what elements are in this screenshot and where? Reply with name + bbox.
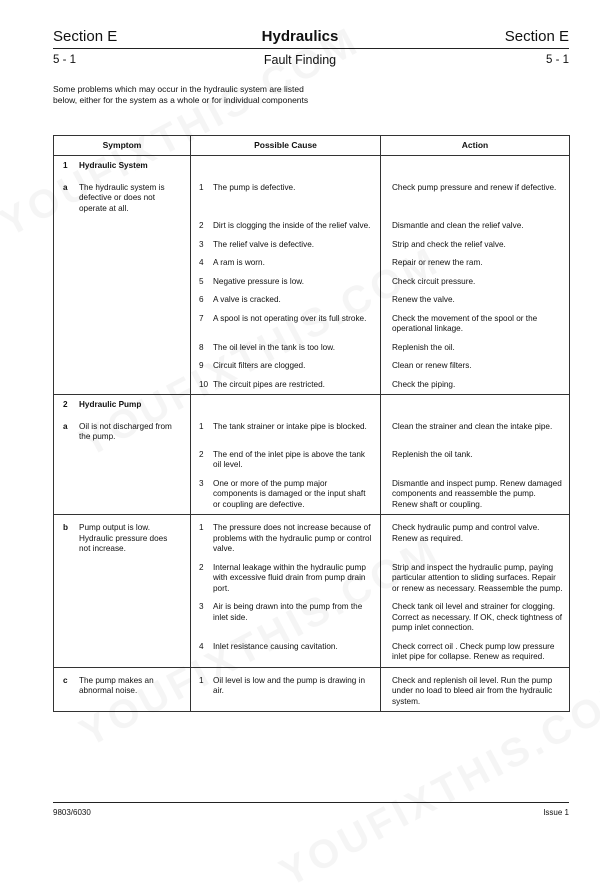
section-heading-cell: [54, 156, 191, 175]
cause-number: 3: [199, 602, 204, 611]
table-row: [54, 446, 570, 475]
action-text: Strip and inspect the hydraulic pump, paying particular attention to sliding surfaces. Repair or renew as necessary. Reassemble the pump.: [392, 562, 563, 593]
action-cell: [381, 217, 570, 236]
cause-number: 3: [199, 478, 204, 488]
symptom-cell: [54, 291, 191, 310]
cause: [191, 254, 380, 273]
empty-cell: [381, 156, 570, 175]
cause-text: The tank strainer or intake pipe is blocked.: [213, 421, 367, 431]
table-header-row: [54, 136, 570, 156]
table-row: [54, 357, 570, 376]
cause-text: The oil level in the tank is too low.: [213, 342, 335, 352]
table-row: [54, 475, 570, 515]
cause-cell: [191, 446, 381, 475]
cause-number: 2: [199, 221, 204, 230]
symptom-text: The pump makes an abnormal noise.: [79, 675, 154, 695]
table-row: [54, 217, 570, 236]
cause-text: The end of the inlet pipe is above the tank oil level.: [213, 449, 366, 469]
symptom-cell: [54, 273, 191, 292]
cause-cell: [191, 291, 381, 310]
symptom-cell: [54, 475, 191, 515]
action-text: Replenish the oil tank.: [392, 449, 473, 459]
table-row: [54, 236, 570, 255]
cause-text: A valve is cracked.: [213, 295, 281, 304]
cause: [191, 175, 380, 198]
cause-number: 3: [199, 239, 204, 249]
cause-cell: [191, 236, 381, 255]
fault-finding-table: [53, 135, 570, 712]
symptom: [54, 515, 190, 558]
header-rule: [53, 48, 569, 49]
action-cell: [381, 475, 570, 515]
symptom-text: Pump output is low. Hydraulic pressure does not increase.: [79, 523, 168, 553]
action-text: Check pump pressure and renew if defective.: [392, 182, 557, 192]
section-label-right: Section E: [504, 28, 569, 45]
cause-cell: [191, 515, 381, 559]
cause-text: Negative pressure is low.: [213, 276, 305, 286]
action-text: Clean the strainer and clean the intake pipe.: [392, 421, 553, 431]
cause-text: The relief valve is defective.: [213, 239, 315, 249]
cause-text: Oil level is low and the pump is drawing in air.: [213, 675, 365, 695]
action-cell: [381, 310, 570, 339]
cause-number: 1: [199, 523, 204, 532]
action-cell: [381, 667, 570, 712]
cause: [191, 376, 380, 395]
col-possible-cause: Possible Cause: [191, 136, 381, 156]
action-cell: [381, 273, 570, 292]
cause-text: The pump is defective.: [213, 182, 296, 192]
cause-text: Dirt is clogging the inside of the relief valve.: [213, 221, 371, 230]
cause: [191, 291, 380, 310]
symptom-cell: [54, 376, 191, 395]
section-heading: [54, 395, 190, 414]
symptom-letter: b: [63, 523, 69, 532]
footer-rule: [53, 802, 569, 803]
cause-number: 1: [199, 421, 204, 431]
action-cell: [381, 339, 570, 358]
cause: [191, 559, 380, 599]
cause: [191, 446, 380, 475]
cause-cell: [191, 559, 381, 599]
cause: [191, 475, 380, 515]
cause-text: Inlet resistance causing cavitation.: [213, 641, 338, 651]
cause-number: 9: [199, 361, 204, 370]
action-text: Clean or renew filters.: [392, 361, 472, 370]
cause-cell: [191, 475, 381, 515]
table-row: [54, 414, 570, 446]
page-number-right: 5 - 1: [545, 54, 569, 66]
cause: [191, 515, 380, 559]
col-symptom: Symptom: [54, 136, 191, 156]
symptom-cell: [54, 310, 191, 339]
cause-text: A ram is worn.: [213, 258, 265, 267]
table-row: [54, 638, 570, 668]
symptom: [54, 668, 190, 700]
cause: [191, 598, 380, 627]
page-number-left: 5 - 1: [53, 54, 77, 66]
cause-text: A spool is not operating over its full stroke.: [213, 313, 367, 323]
cause-text: One or more of the pump major components is damaged or the input shaft or coupling are defective.: [213, 478, 366, 509]
cause-cell: [191, 339, 381, 358]
action-text: Repair or renew the ram.: [392, 258, 483, 267]
empty-cell: [191, 395, 381, 414]
cause-cell: [191, 414, 381, 446]
table-row: [54, 598, 570, 638]
cause-number: 8: [199, 342, 204, 352]
action-text: Check tank oil level and strainer for clogging. Correct as necessary. If OK, check tightness of pump inlet connection.: [392, 602, 563, 632]
table-row: [54, 515, 570, 559]
cause-number: 1: [199, 675, 204, 685]
action-cell: [381, 175, 570, 218]
section-heading-cell: [54, 395, 191, 414]
section-number: 1: [63, 161, 68, 170]
cause-number: 6: [199, 295, 204, 304]
cause: [191, 668, 380, 701]
cause-cell: [191, 175, 381, 218]
cause: [191, 236, 380, 255]
symptom-text: Oil is not discharged from the pump.: [79, 421, 172, 441]
symptom-cell: [54, 175, 191, 218]
action-cell: [381, 376, 570, 395]
cause-cell: [191, 598, 381, 638]
table-row: [54, 310, 570, 339]
symptom-letter: c: [63, 675, 68, 685]
symptom-letter: a: [63, 421, 68, 431]
cause-number: 4: [199, 641, 204, 651]
table-body: [54, 156, 570, 712]
table-row: [54, 291, 570, 310]
footer-doc-number: 9803/6030: [53, 808, 91, 817]
cause-cell: [191, 217, 381, 236]
cause: [191, 339, 380, 358]
cause-number: 4: [199, 258, 204, 267]
empty-cell: [191, 156, 381, 175]
symptom-letter: a: [63, 182, 68, 192]
table-row: [54, 667, 570, 712]
symptom-cell: [54, 638, 191, 668]
cause-number: 5: [199, 276, 204, 286]
action-text: Check the piping.: [392, 379, 456, 389]
action-cell: [381, 291, 570, 310]
action-cell: [381, 515, 570, 559]
symptom-cell: [54, 217, 191, 236]
cause-text: The pressure does not increase because of problems with the hydraulic pump or control valve.: [213, 523, 372, 553]
action-cell: [381, 598, 570, 638]
action-cell: [381, 638, 570, 668]
cause-number: 7: [199, 313, 204, 323]
cause: [191, 638, 380, 657]
action-text: Check the movement of the spool or the operational linkage.: [392, 313, 538, 333]
symptom-cell: [54, 515, 191, 559]
footer-issue: Issue 1: [543, 808, 569, 817]
action-text: Check hydraulic pump and control valve. Renew as required.: [392, 523, 540, 543]
symptom-cell: [54, 236, 191, 255]
cause-cell: [191, 310, 381, 339]
symptom-text: The hydraulic system is defective or does not operate at all.: [79, 182, 165, 213]
table-row: [54, 175, 570, 218]
cause-number: 10: [199, 379, 209, 389]
action-cell: [381, 414, 570, 446]
table-row: [54, 254, 570, 273]
action-text: Check and replenish oil level. Run the pump under no load to bleed air from the hydraulic system.: [392, 675, 553, 706]
action-text: Dismantle and clean the relief valve.: [392, 221, 524, 230]
page-subtitle: Fault Finding: [263, 53, 337, 67]
action-cell: [381, 559, 570, 599]
action-cell: [381, 446, 570, 475]
cause-cell: [191, 273, 381, 292]
cause-text: Circuit filters are clogged.: [213, 361, 306, 370]
cause-number: 2: [199, 449, 204, 459]
action-text: Strip and check the relief valve.: [392, 239, 506, 249]
action-text: Check circuit pressure.: [392, 276, 476, 286]
table-row: [54, 273, 570, 292]
action-text: Dismantle and inspect pump. Renew damaged components and reassemble the pump. Renew shaft or coupling.: [392, 478, 562, 509]
col-action: Action: [381, 136, 570, 156]
cause: [191, 357, 380, 376]
symptom: [54, 175, 190, 218]
cause: [191, 310, 380, 329]
section-name: Hydraulic System: [79, 161, 148, 170]
cause-cell: [191, 638, 381, 668]
action-text: Renew the valve.: [392, 295, 455, 304]
symptom-cell: [54, 598, 191, 638]
symptom-cell: [54, 446, 191, 475]
page-title: Hydraulics: [261, 28, 339, 45]
empty-cell: [381, 395, 570, 414]
table-row: [54, 559, 570, 599]
section-number: 2: [63, 400, 68, 409]
cause-cell: [191, 667, 381, 712]
action-cell: [381, 357, 570, 376]
symptom-cell: [54, 254, 191, 273]
symptom-cell: [54, 339, 191, 358]
cause-text: Air is being drawn into the pump from the inlet side.: [213, 602, 363, 622]
action-text: Replenish the oil.: [392, 342, 455, 352]
section-label-left: Section E: [53, 28, 118, 45]
table-row: [54, 339, 570, 358]
cause-cell: [191, 357, 381, 376]
cause-text: The circuit pipes are restricted.: [213, 379, 325, 389]
cause-text: Internal leakage within the hydraulic pump with excessive fluid drain from pump drain port.: [213, 562, 366, 593]
cause-number: 2: [199, 562, 204, 572]
symptom-cell: [54, 357, 191, 376]
section-heading: [54, 156, 190, 175]
cause: [191, 273, 380, 292]
cause-cell: [191, 376, 381, 395]
cause-cell: [191, 254, 381, 273]
table-row: [54, 376, 570, 395]
section-heading-row: [54, 156, 570, 175]
symptom-cell: [54, 414, 191, 446]
cause-number: 1: [199, 182, 204, 192]
section-name: Hydraulic Pump: [79, 400, 142, 409]
cause: [191, 217, 380, 236]
symptom-cell: [54, 559, 191, 599]
action-cell: [381, 254, 570, 273]
intro-text: Some problems which may occur in the hydraulic system are listed below, either for the system as a whole or for individual components: [53, 84, 309, 105]
section-heading-row: [54, 395, 570, 414]
symptom: [54, 414, 190, 446]
symptom-cell: [54, 667, 191, 712]
action-cell: [381, 236, 570, 255]
cause: [191, 414, 380, 437]
action-text: Check correct oil . Check pump low pressure inlet pipe for collapse. Renew as required.: [392, 641, 555, 661]
